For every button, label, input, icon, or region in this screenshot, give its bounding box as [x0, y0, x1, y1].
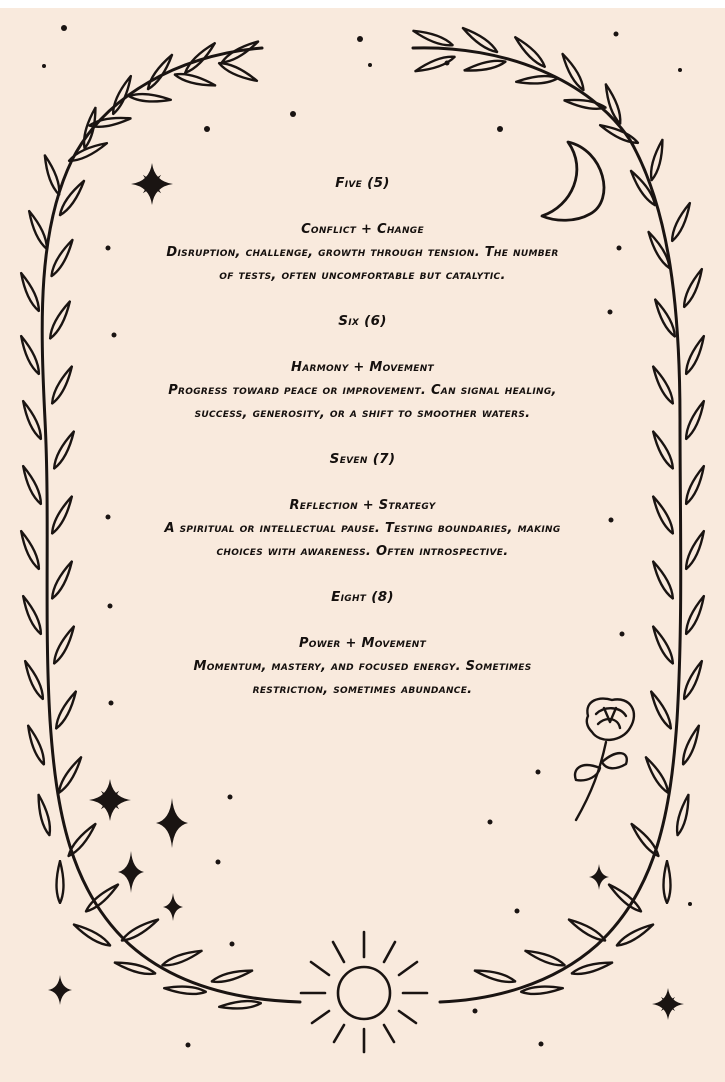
section-five	[160, 172, 565, 287]
section-description: Momentum, mastery, and focused energy. Sometimes restriction, sometimes abundance.	[193, 659, 532, 697]
section-title: Power + Movement	[298, 636, 427, 651]
numerology-text	[160, 172, 565, 724]
sun-icon	[301, 932, 427, 1052]
section-number: Seven (7)	[329, 451, 396, 467]
section-number: Eight (8)	[331, 589, 394, 605]
section-title: Conflict + Change	[301, 222, 424, 237]
section-title: Harmony + Movement	[291, 360, 434, 375]
section-seven	[160, 448, 565, 563]
rose-icon	[575, 699, 634, 820]
section-number: Five (5)	[335, 175, 390, 191]
section-description: Progress toward peace or improvement. Can signal healing, success, generosity, or a shift to smoother waters.	[168, 383, 557, 421]
section-six	[160, 310, 565, 425]
section-description: A spiritual or intellectual pause. Testing boundaries, making choices with awareness. Often introspective.	[164, 521, 561, 559]
section-number: Six (6)	[338, 313, 387, 329]
section-description: Disruption, challenge, growth through tension. The number of tests, often uncomfortable but catalytic.	[166, 245, 559, 283]
section-eight	[160, 586, 565, 701]
section-title: Reflection + Strategy	[289, 498, 436, 513]
